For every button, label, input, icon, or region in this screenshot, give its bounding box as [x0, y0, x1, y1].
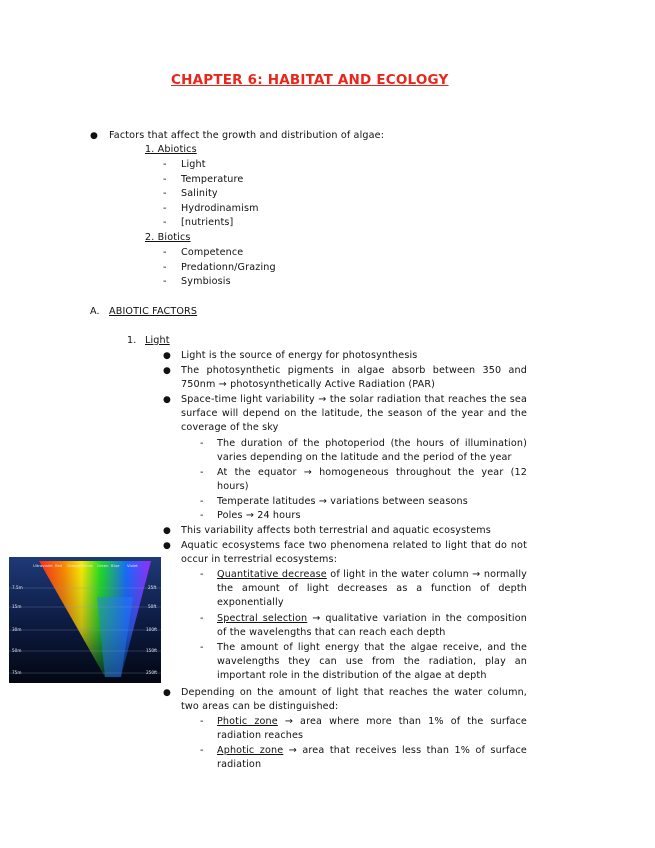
dash: -: [200, 467, 204, 478]
list-item: [217, 568, 527, 610]
bullet-dot: ●: [163, 688, 172, 698]
dash: -: [200, 745, 204, 756]
definition: → area where more than 1% of the surface radiation reaches: [217, 716, 527, 741]
list-item: [217, 612, 527, 640]
dash: -: [163, 188, 167, 199]
term: Spectral selection: [217, 613, 308, 624]
dash: -: [163, 203, 167, 214]
list-item: Space-time light variability → the solar radiation that reaches the sea surface will depend on the latitude, the season of the year and the coverage of the sky: [181, 394, 527, 433]
dash: -: [163, 174, 167, 185]
definition: of light in the water column → normally the amount of light decreases as a function of depth exponentially: [217, 569, 527, 608]
list-item: Temperature: [181, 174, 244, 185]
list-item: The photosynthetic pigments in algae absorb between 350 and 750nm → photosynthetically Active Radiation (PAR): [181, 365, 527, 390]
list-item: [nutrients]: [181, 217, 234, 228]
list-item: Poles → 24 hours: [217, 510, 301, 521]
list-item: This variability affects both terrestrial and aquatic ecosystems: [181, 525, 491, 536]
bullet-dot: ●: [163, 395, 172, 405]
list-item: Depending on the amount of light that reaches the water column, two areas can be distinguished:: [181, 687, 527, 712]
bullet-dot: ●: [90, 131, 99, 141]
term: Aphotic zone: [217, 745, 284, 756]
depth-label: 25ft: [148, 585, 157, 590]
biotics-heading: 2. Biotics: [145, 232, 191, 243]
list-item: [217, 744, 527, 772]
dash: -: [200, 613, 204, 624]
top-label: Ultraviolet: [33, 563, 53, 568]
list-item: Light: [181, 159, 206, 170]
dash: -: [163, 217, 167, 228]
top-label: Orange: [67, 563, 82, 568]
depth-label: 30m: [12, 627, 22, 632]
light-penetration-figure: [9, 557, 161, 683]
top-label: Red: [55, 563, 63, 568]
list-item: Competence: [181, 247, 244, 258]
subsection-number: 1.: [127, 335, 137, 346]
dash: -: [163, 159, 167, 170]
top-label: Yellow: [81, 563, 93, 568]
list-item: Symbiosis: [181, 276, 231, 287]
list-item: Predationn/Grazing: [181, 262, 276, 273]
term: Photic zone: [217, 716, 278, 727]
top-label: Violet: [127, 563, 138, 568]
depth-label: 50ft: [148, 604, 157, 609]
section-heading: ABIOTIC FACTORS: [109, 306, 198, 317]
dash: -: [163, 276, 167, 287]
list-item: Light is the source of energy for photosynthesis: [181, 350, 418, 361]
depth-label: 15m: [12, 604, 22, 609]
list-item: Hydrodinamism: [181, 203, 259, 214]
list-item: At the equator → homogeneous throughout the year (12 hours): [217, 467, 527, 492]
top-label: Blue: [111, 563, 120, 568]
dash: -: [200, 569, 204, 580]
definition: → qualitative variation in the composition of the wavelengths that can reach each depth: [217, 613, 527, 638]
abiotics-heading: 1. Abiotics: [145, 144, 197, 155]
list-item: The duration of the photoperiod (the hours of illumination) varies depending on the latitude and the period of the year: [217, 438, 527, 463]
list-item: Temperate latitudes → variations between seasons: [217, 496, 468, 507]
depth-label: 7.5m: [12, 585, 23, 590]
dash: -: [200, 496, 204, 507]
top-label: Green: [97, 563, 109, 568]
bullet-dot: ●: [163, 366, 172, 376]
depth-label: 75m: [12, 670, 22, 675]
list-item: The amount of light energy that the algae receive, and the wavelengths they can use from the radiation, play an important role in the distribution of the algae at depth: [217, 642, 527, 681]
bullet-dot: ●: [163, 541, 172, 551]
depth-label: 50m: [12, 648, 22, 653]
dash: -: [200, 716, 204, 727]
depth-label: 100ft: [146, 627, 158, 632]
term: Quantitative decrease: [217, 569, 327, 580]
intro-text: Factors that affect the growth and distribution of algae:: [109, 130, 385, 141]
bullet-dot: ●: [163, 351, 172, 361]
dash: -: [163, 262, 167, 273]
dash: -: [163, 247, 167, 258]
list-item: Aquatic ecosystems face two phenomena related to light that do not occur in terrestrial ecosystems:: [181, 540, 527, 565]
dash: -: [200, 510, 204, 521]
depth-label: 150ft: [146, 648, 158, 653]
dash: -: [200, 438, 204, 449]
subsection-heading: Light: [145, 335, 170, 346]
definition: → area that receives less than 1% of surface radiation: [217, 745, 527, 770]
page-title: CHAPTER 6: HABITAT AND ECOLOGY: [171, 72, 449, 88]
list-item: [217, 715, 527, 743]
section-label: A.: [90, 306, 100, 317]
bullet-dot: ●: [163, 526, 172, 536]
list-item: Salinity: [181, 188, 218, 199]
dash: -: [200, 642, 204, 653]
depth-label: 250ft: [146, 670, 158, 675]
